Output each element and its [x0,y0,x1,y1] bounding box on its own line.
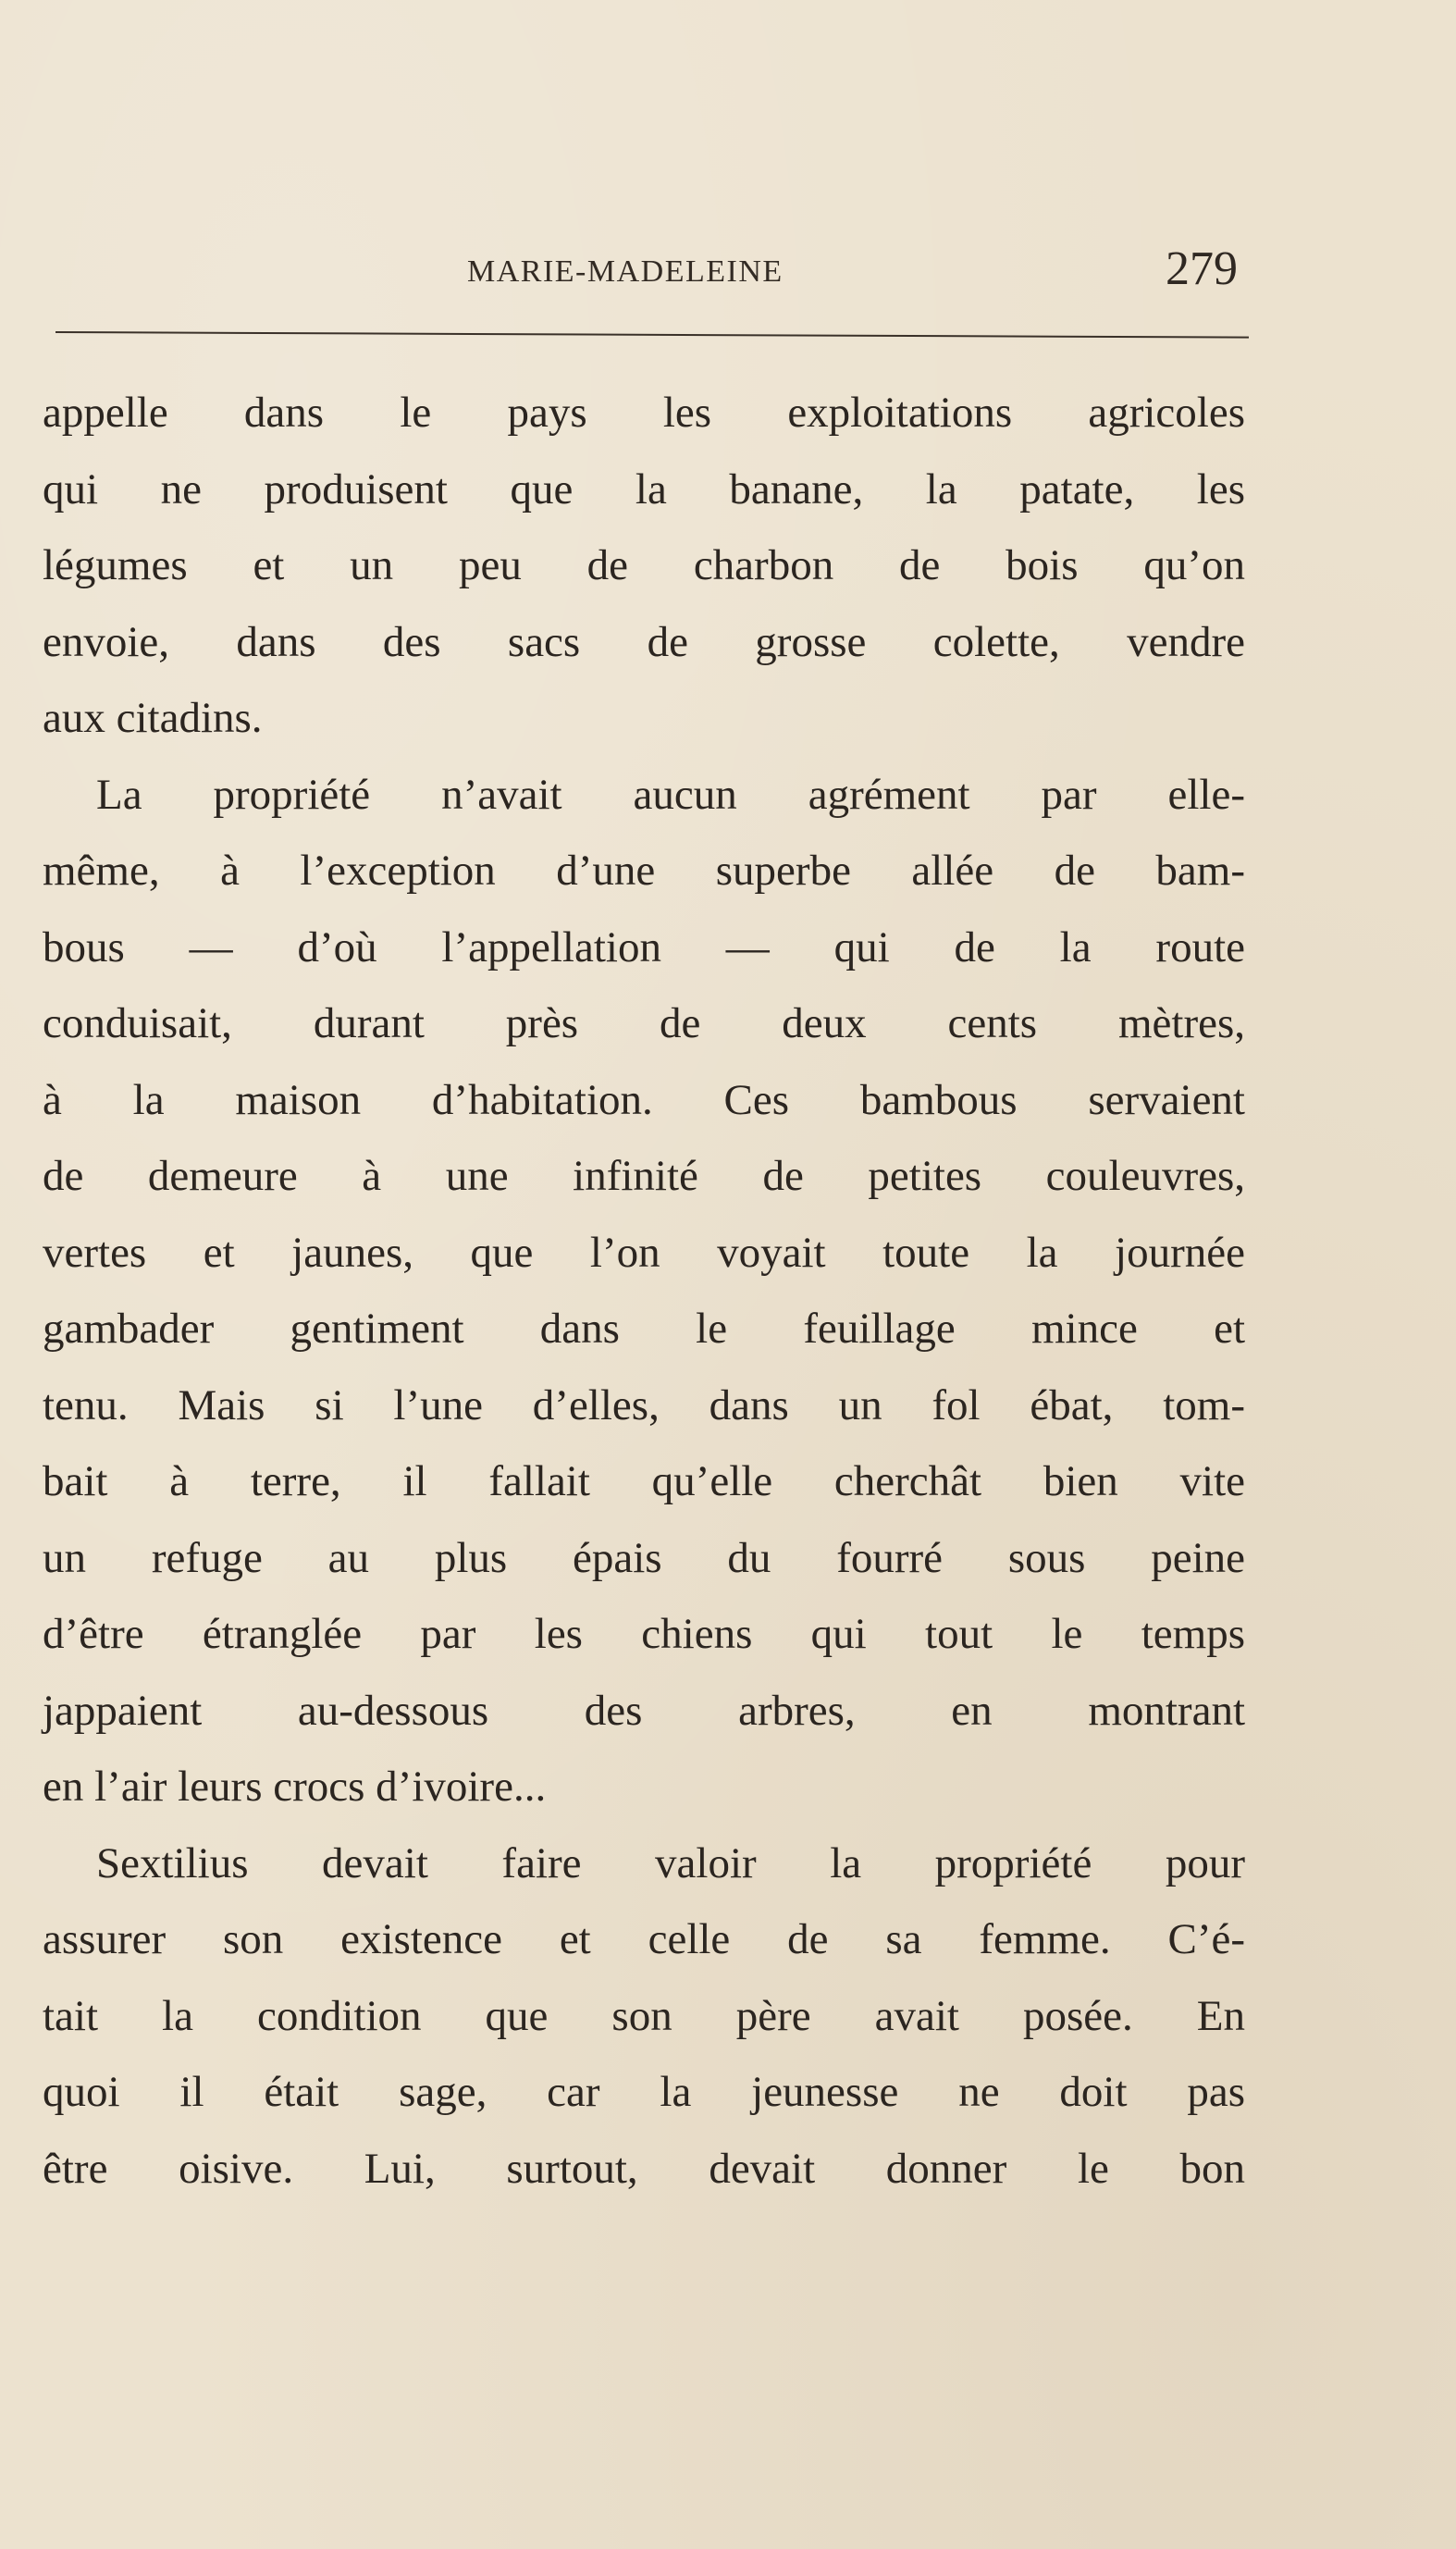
text-line: vertes et jaunes, que l’on voyait toute la journée [43,1228,1245,1277]
text-line: de demeure à une infinité de petites couleuvres, [43,1152,1245,1200]
text-line: conduisait, durant près de deux cents mètres, [43,999,1245,1047]
text-line: tait la condition que son père avait posée. En [43,1991,1245,2040]
text-line: d’être étranglée par les chiens qui tout le temps [43,1610,1245,1658]
text-line: à la maison d’habitation. Ces bambous servaient [43,1075,1245,1124]
text-line: bait à terre, il fallait qu’elle cherchât bien vite [43,1457,1245,1505]
running-header [46,236,1249,310]
text-line: aux citadins. [43,694,263,742]
text-line: jappaient au-dessous des arbres, en montrant [43,1686,1245,1735]
text-line: bous — d’où l’appellation — qui de la route [43,922,1245,971]
text-line: La propriété n’avait aucun agrément par elle- [96,770,1245,819]
text-line: même, à l’exception d’une superbe allée de bam- [43,847,1245,895]
text-line: gambader gentiment dans le feuillage mince et [43,1305,1245,1353]
text-line: être oisive. Lui, surtout, devait donner le bon [43,2144,1245,2193]
running-title: MARIE-MADELEINE [467,254,784,289]
text-line: envoie, dans des sacs de grosse colette, vendre [43,617,1245,666]
text-line: tenu. Mais si l’une d’elles, dans un fol ébat, tom- [43,1380,1245,1429]
header-rule [56,331,1249,339]
text-line: quoi il était sage, car la jeunesse ne doit pas [43,2068,1245,2116]
text-line: un refuge au plus épais du fourré sous peine [43,1533,1245,1582]
text-line: Sextilius devait faire valoir la propriété pour [96,1838,1245,1887]
text-line: légumes et un peu de charbon de bois qu’on [43,541,1245,589]
text-line: qui ne produisent que la banane, la patate, les [43,464,1245,514]
text-line: assurer son existence et celle de sa femme. C’é- [43,1915,1245,1963]
body-text [43,375,1245,2207]
text-line: en l’air leurs crocs d’ivoire... [43,1763,547,1811]
text-line: appelle dans le pays les exploitations agricoles [43,389,1245,437]
page-number: 279 [1166,242,1238,295]
